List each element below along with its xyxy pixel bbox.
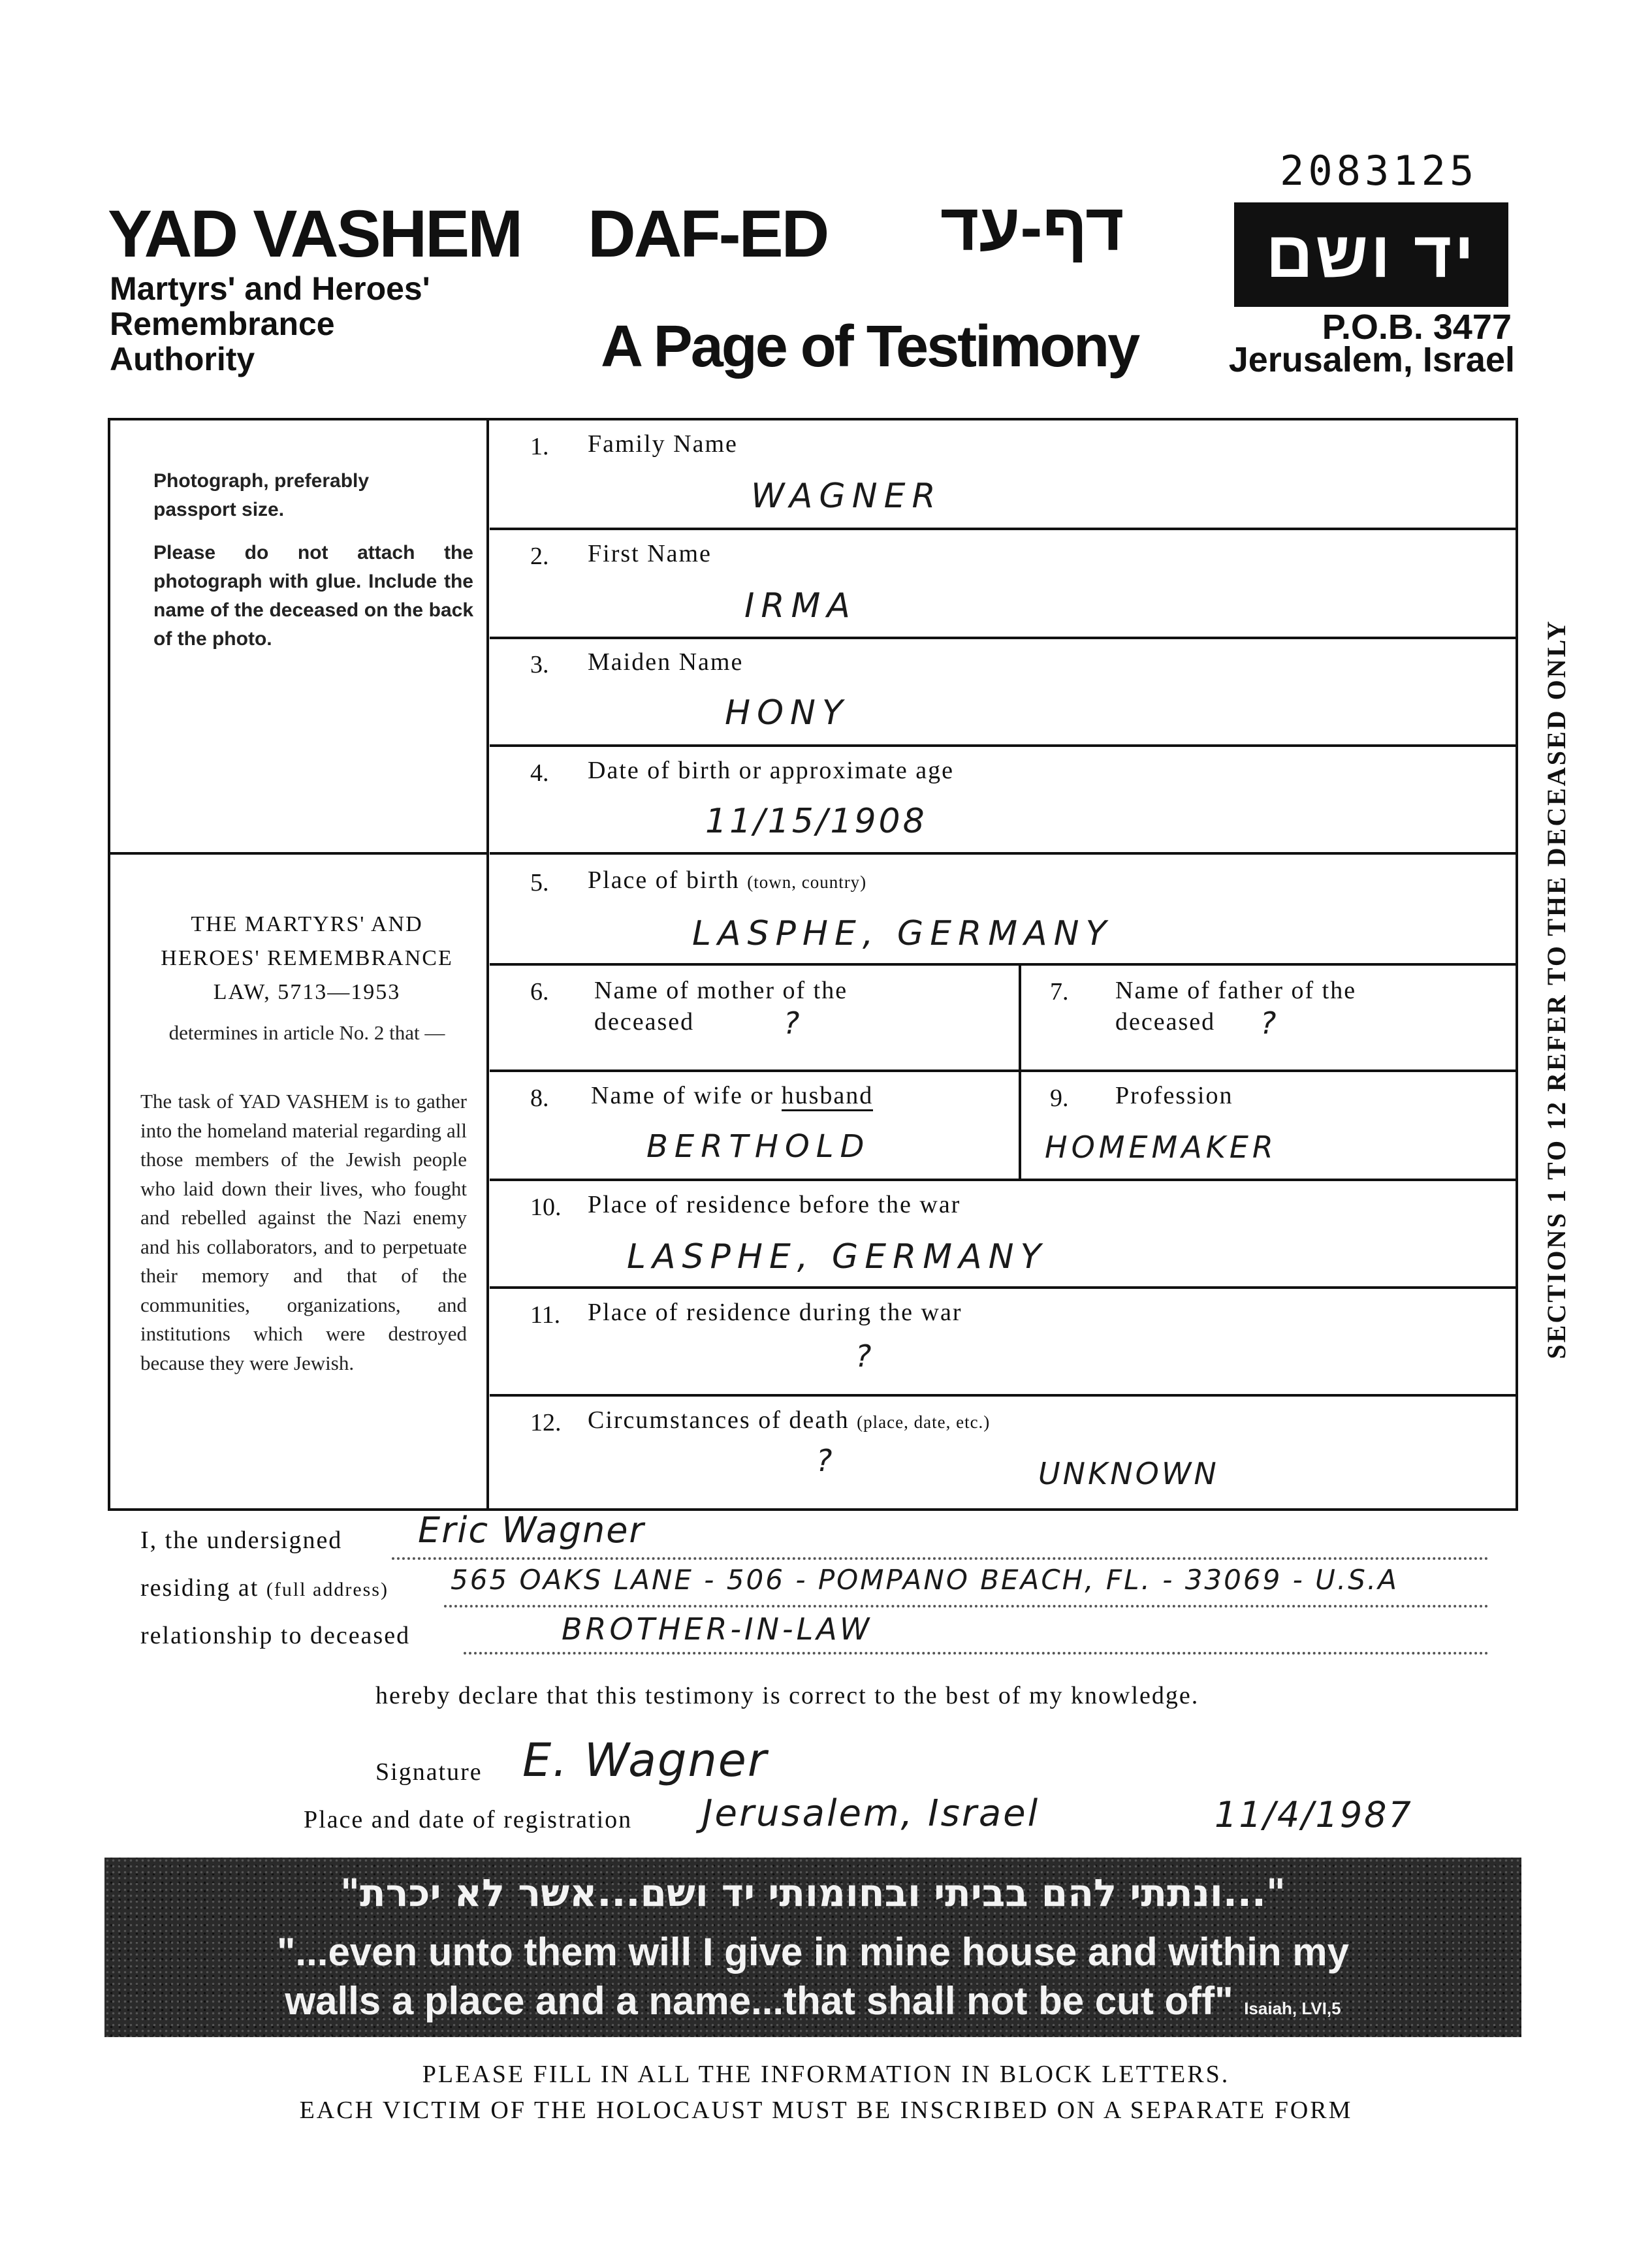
photo-note: Photograph, preferably passport size. bbox=[153, 470, 370, 520]
law-intro: determines in article No. 2 that — bbox=[168, 1021, 445, 1044]
spouse-name-label-text: Name of wife or bbox=[591, 1082, 774, 1109]
registration-label: Place and date of registration bbox=[304, 1806, 633, 1833]
address-label-note: (full address) bbox=[266, 1579, 389, 1600]
row-divider bbox=[490, 1286, 1518, 1289]
profession-value[interactable]: HOMEMAKER bbox=[1045, 1130, 1277, 1165]
registration-place[interactable]: Jerusalem, Israel bbox=[702, 1792, 1040, 1835]
field-number: 4. bbox=[530, 759, 549, 787]
footer-instruction-1: PLEASE FILL IN ALL THE INFORMATION IN BLOCK LETTERS. bbox=[422, 2061, 1230, 2088]
org-subtitle bbox=[110, 271, 475, 377]
relationship-value[interactable]: BROTHER-IN-LAW bbox=[562, 1611, 873, 1647]
residence-during-war-label: Place of residence during the war bbox=[588, 1299, 962, 1326]
first-name-label: First Name bbox=[588, 540, 712, 567]
circumstances-of-death-label bbox=[588, 1406, 990, 1434]
row-divider bbox=[490, 1069, 1518, 1072]
spouse-name-label bbox=[591, 1081, 873, 1110]
date-of-birth-value[interactable]: 11/15/1908 bbox=[705, 802, 927, 841]
city: Jerusalem, Israel bbox=[1228, 340, 1515, 379]
quote-banner bbox=[104, 1858, 1521, 2037]
spouse-name-value[interactable]: BERTHOLD bbox=[646, 1128, 871, 1165]
spouse-name-label-husband: husband bbox=[782, 1082, 874, 1111]
footer-instruction-2: EACH VICTIM OF THE HOLOCAUST MUST BE INSCRIBED ON A SEPARATE FORM bbox=[299, 2097, 1353, 2124]
circumstances-of-death-label-note: (place, date, etc.) bbox=[857, 1412, 991, 1432]
place-of-birth-label-text: Place of birth bbox=[588, 866, 740, 894]
place-of-birth-value[interactable]: LASPHE, GERMANY bbox=[692, 914, 1113, 953]
left-panel-divider bbox=[108, 852, 486, 855]
field-number: 2. bbox=[530, 543, 549, 570]
father-name-value[interactable]: ? bbox=[1260, 1006, 1283, 1041]
father-name-label-line: deceased bbox=[1115, 1008, 1216, 1036]
banner-reference: Isaiah, LVI,5 bbox=[1244, 1999, 1341, 2018]
column-divider bbox=[486, 418, 489, 1508]
banner-english-line-2 bbox=[104, 1978, 1521, 2023]
banner-english-line-1: "...even unto them will I give in mine house and within my bbox=[276, 1930, 1349, 1974]
address-line bbox=[444, 1605, 1489, 1608]
law-title-line: LAW, 5713—1953 bbox=[213, 980, 401, 1004]
row-divider bbox=[490, 1394, 1518, 1397]
maiden-name-value[interactable]: HONY bbox=[725, 693, 850, 733]
law-title-line: HEROES' REMEMBRANCE bbox=[161, 946, 453, 970]
field-number: 9. bbox=[1050, 1085, 1069, 1112]
banner-hebrew-quote: "...ונתתי להם בביתי ובחומותי יד ושם...אשר לא יכרת" bbox=[340, 1871, 1286, 1915]
family-name-label: Family Name bbox=[588, 430, 738, 458]
field-number: 8. bbox=[530, 1085, 549, 1112]
row-divider bbox=[490, 852, 1518, 855]
registration-date[interactable]: 11/4/1987 bbox=[1215, 1794, 1413, 1835]
org-subtitle-line: Martyrs' and Heroes' bbox=[110, 270, 430, 307]
circumstances-of-death-value-a[interactable]: ? bbox=[816, 1443, 839, 1478]
mother-name-label-line: Name of mother of the bbox=[594, 977, 848, 1004]
signature-label: Signature bbox=[375, 1758, 483, 1786]
mother-name-value[interactable]: ? bbox=[784, 1006, 806, 1041]
residence-before-war-label: Place of residence before the war bbox=[588, 1191, 961, 1218]
relationship-label: relationship to deceased bbox=[140, 1622, 411, 1649]
place-of-birth-label bbox=[588, 866, 866, 895]
date-of-birth-label: Date of birth or approximate age bbox=[588, 757, 954, 784]
row-divider bbox=[490, 744, 1518, 747]
address-label bbox=[140, 1574, 389, 1602]
undersigned-line bbox=[392, 1557, 1489, 1560]
field-number: 5. bbox=[530, 869, 549, 896]
project-name: DAF-ED bbox=[588, 197, 828, 271]
residence-during-war-value[interactable]: ? bbox=[855, 1338, 878, 1374]
row-divider bbox=[490, 1179, 1518, 1181]
field-number: 10. bbox=[530, 1194, 562, 1221]
field-number: 12. bbox=[530, 1409, 562, 1436]
address-label-text: residing at bbox=[140, 1574, 259, 1602]
page-title: A Page of Testimony bbox=[601, 314, 1139, 379]
document-number: 2083125 bbox=[1280, 147, 1478, 195]
law-title-line: THE MARTYRS' AND bbox=[191, 912, 423, 936]
field-number: 1. bbox=[530, 433, 549, 460]
mother-name-label-line: deceased bbox=[594, 1008, 695, 1036]
banner-english-line-2-text: walls a place and a name...that shall not be cut off" bbox=[285, 1979, 1233, 2023]
law-title bbox=[131, 908, 483, 1009]
sections-note: SECTIONS 1 TO 12 REFER TO THE DECEASED ONLY bbox=[1542, 619, 1571, 1359]
law-text: The task of YAD VASHEM is to gather into the homeland material regarding all those members of the Jewish people who laid down their lives, who fought and rebelled against the Nazi enemy and his collaborators, and to perpetuate their memory and that of the communities, organizations, and institutions which were destroyed because they were Jewish. bbox=[140, 1090, 467, 1374]
org-name: YAD VASHEM bbox=[108, 197, 522, 271]
field-number: 6. bbox=[530, 978, 549, 1006]
relationship-line bbox=[464, 1652, 1489, 1655]
org-subtitle-line: Authority bbox=[110, 341, 255, 377]
declaration-text: hereby declare that this testimony is correct to the best of my knowledge. bbox=[375, 1682, 1199, 1709]
form-bottom-rule bbox=[108, 1508, 1518, 1511]
row-split-divider bbox=[1019, 963, 1021, 1179]
field-number: 11. bbox=[530, 1301, 561, 1329]
field-number: 7. bbox=[1050, 978, 1069, 1006]
org-subtitle-line: Remembrance bbox=[110, 306, 335, 342]
yad-vashem-logo: יד ושם bbox=[1234, 202, 1508, 307]
undersigned-value[interactable]: Eric Wagner bbox=[418, 1510, 645, 1551]
maiden-name-label: Maiden Name bbox=[588, 648, 744, 676]
mother-name-label bbox=[594, 975, 848, 1037]
address-value[interactable]: 565 OAKS LANE - 506 - POMPANO BEACH, FL. - 33069 - U.S.A bbox=[451, 1564, 1399, 1596]
first-name-value[interactable]: IRMA bbox=[744, 586, 857, 626]
undersigned-label: I, the undersigned bbox=[140, 1527, 343, 1554]
row-divider bbox=[490, 637, 1518, 639]
residence-before-war-value[interactable]: LASPHE, GERMANY bbox=[627, 1237, 1048, 1276]
row-divider bbox=[490, 963, 1518, 966]
family-name-value[interactable]: WAGNER bbox=[751, 477, 942, 516]
profession-label: Profession bbox=[1115, 1082, 1233, 1109]
field-number: 3. bbox=[530, 651, 549, 678]
circumstances-of-death-value-b[interactable]: UNKNOWN bbox=[1038, 1456, 1219, 1491]
circumstances-of-death-label-text: Circumstances of death bbox=[588, 1406, 850, 1434]
father-name-label bbox=[1115, 975, 1356, 1037]
photo-glue-note: Please do not attach the photograph with glue. Include the name of the deceased on the back of the photo. bbox=[153, 542, 473, 650]
hebrew-title: דף-עד bbox=[940, 190, 1124, 264]
signature-value[interactable]: E. Wagner bbox=[522, 1734, 768, 1787]
row-divider bbox=[490, 528, 1518, 530]
place-of-birth-label-note: (town, country) bbox=[747, 872, 867, 892]
father-name-label-line: Name of father of the bbox=[1115, 977, 1357, 1004]
po-box: P.O.B. 3477 bbox=[1322, 308, 1512, 347]
